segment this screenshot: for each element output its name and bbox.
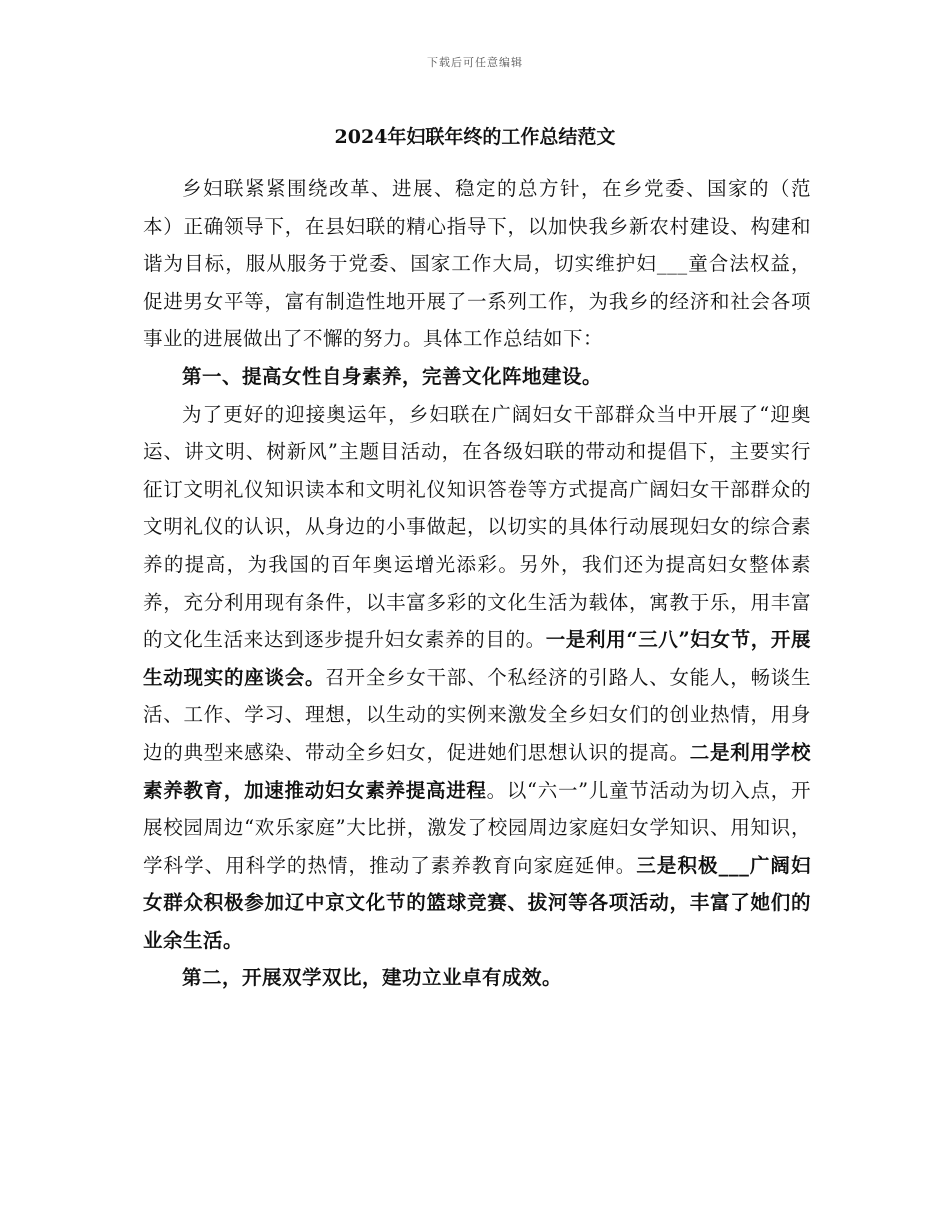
section-1-bold-2: 二是利用学校素养教育，加速推动妇女素养提高进程: [143, 740, 811, 802]
document-title: 2024年妇联年终的工作总结范文: [334, 126, 616, 148]
section-2-heading: 第二，开展双学双比，建功立业卓有成效。: [182, 966, 563, 990]
section-1-text-3: 。以“六一”儿童节活动为切入点，开展校园周边“欢乐家庭”大比拼，激发了校园周边家庭妇女学知识、用知识，学科学、用科学的热情，推动了素养教育向家庭延伸。: [143, 778, 811, 877]
section-1-paragraph: [143, 396, 811, 960]
header-note: 下载后可任意编辑: [427, 56, 523, 69]
section-1-text-1: 为了更好的迎接奥运年，乡妇联在广阔妇女干部群众当中开展了“迎奥运、讲文明、树新风”主题目活动，在各级妇联的带动和提倡下，主要实行征订文明礼仪知识读本和文明礼仪知识答卷等方式提高广阔妇女干部群众的文明礼仪的认识，从身边的小事做起，以切实的具体行动展现妇女的综合素养的提高，为我国的百年奥运增光添彩。另外，我们还为提高妇女整体素养，充分利用现有条件，以丰富多彩的文化生活为载体，寓教于乐，用丰富的文化生活来达到逐步提升妇女素养的目的。: [143, 402, 811, 652]
section-1-bold-1: 一是利用“三八”妇女节，开展生动现实的座谈会。: [143, 628, 811, 689]
intro-paragraph: 乡妇联紧紧围绕改革、进展、稳定的总方针，在乡党委、国家的（范本）正确领导下，在县妇联的精心指导下，以加快我乡新农村建设、构建和谐为目标，服从服务于党委、国家工作大局，切实维护妇___童合法权益，促进男女平等，富有制造性地开展了一系列工作，为我乡的经济和社会各项事业的进展做出了不懈的努力。具体工作总结如下：: [143, 177, 811, 351]
section-1-text-2: 召开全乡女干部、个私经济的引路人、女能人，畅谈生活、工作、学习、理想，以生动的实例来激发全乡妇女们的创业热情，用身边的典型来感染、带动全乡妇女，促进她们思想认识的提高。: [143, 665, 811, 764]
section-1-heading: 第一、提高女性自身素养，完善文化阵地建设。: [182, 364, 603, 388]
section-1-bold-3: 三是积极___广阔妇女群众积极参加辽中京文化节的篮球竞赛、拔河等各项活动，丰富了她们的业余生活。: [143, 853, 811, 952]
document-body: [143, 170, 811, 997]
